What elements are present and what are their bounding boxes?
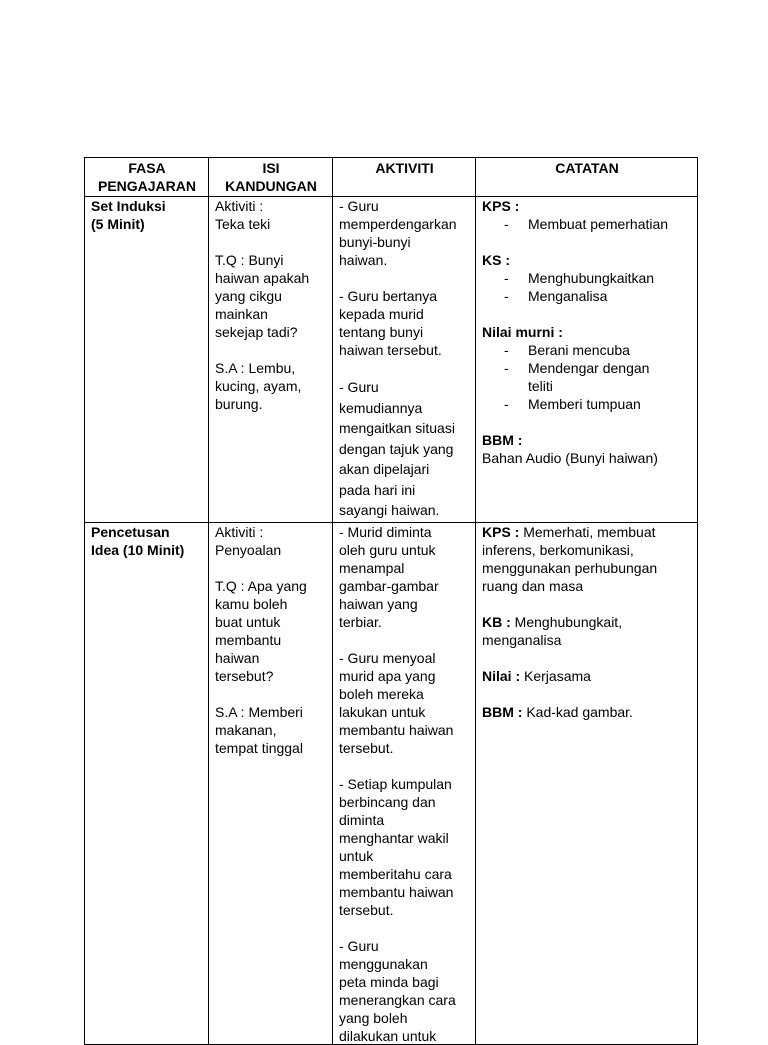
kps-list — [482, 215, 692, 233]
header-fasa — [85, 158, 209, 197]
kps-text: Memerhati, membuat inferens, berkomunikasi, menggunakan perhubungan ruang dan masa — [482, 523, 658, 594]
ks-list — [482, 269, 692, 305]
nilai-label: Nilai murni : — [482, 324, 563, 340]
list-item: - Berani mencuba — [482, 341, 692, 359]
kps-paragraph — [482, 523, 692, 595]
bbm-label: BBM : — [482, 432, 523, 448]
fasa-cell — [85, 522, 209, 1044]
bbm-label: BBM : — [482, 703, 523, 720]
kb-label: KB : — [482, 613, 511, 630]
fasa-text: Pencetusan Idea (10 Minit) — [91, 523, 185, 558]
header-catatan-text: CATATAN — [555, 160, 619, 176]
list-item: - Menganalisa — [482, 287, 692, 305]
isi-paragraph: T.Q : Bunyi haiwan apakah yang cikgu mainkan sekejap tadi? — [215, 252, 310, 340]
isi-paragraph: Aktiviti : Teka teki — [215, 198, 271, 232]
fasa-cell — [85, 197, 209, 523]
isi-paragraph: T.Q : Apa yang kamu boleh buat untuk membantu haiwan tersebut? — [215, 577, 307, 684]
list-item: - Membuat pemerhatian — [482, 215, 692, 233]
aktiviti-cell — [333, 522, 476, 1044]
aktiviti-paragraph: - Guru memperdengarkan bunyi-bunyi haiwan. — [339, 198, 457, 268]
aktiviti-paragraph: - Setiap kumpulan berbincang dan diminta menghantar wakil untuk memberitahu cara membantu haiwan tersebut. — [339, 775, 454, 918]
kps-label: KPS : — [482, 523, 520, 540]
table-row — [85, 197, 698, 523]
bbm-text: Bahan Audio (Bunyi haiwan) — [482, 450, 658, 466]
aktiviti-paragraph: - Guru bertanya kepada murid tentang bunyi haiwan tersebut. — [339, 288, 442, 358]
header-aktiviti — [333, 158, 476, 197]
list-item: - Mendengar dengan teliti — [482, 359, 692, 395]
list-item: - Memberi tumpuan — [482, 395, 692, 413]
nilai-text: Kerjasama — [520, 667, 591, 684]
nilai-list — [482, 341, 692, 413]
table-header-row — [85, 158, 698, 197]
header-isi-text: ISI KANDUNGAN — [225, 160, 317, 194]
nilai-label: Nilai : — [482, 667, 521, 684]
aktiviti-paragraph: - Guru kemudiannya mengaitkan situasi dengan tajuk yang akan dipelajari pada hari ini sayangi haiwan. — [339, 379, 455, 518]
header-aktiviti-text: AKTIVITI — [375, 160, 434, 176]
lesson-plan-table — [84, 157, 698, 1045]
header-catatan — [476, 158, 698, 197]
isi-cell — [209, 522, 333, 1044]
isi-paragraph: S.A : Memberi makanan, tempat tinggal — [215, 703, 303, 756]
isi-paragraph: Aktiviti : Penyoalan — [215, 523, 282, 558]
aktiviti-clip — [339, 523, 470, 1044]
header-isi — [209, 158, 333, 197]
ks-label: KS : — [482, 252, 510, 268]
nilai-paragraph — [482, 667, 692, 685]
aktiviti-paragraph: - Guru menyoal murid apa yang boleh mereka lakukan untuk membantu haiwan tersebut. — [339, 649, 454, 756]
list-item: - Menghubungkaitkan — [482, 269, 692, 287]
kps-label: KPS : — [482, 198, 520, 214]
header-fasa-text: FASA PENGAJARAN — [97, 160, 196, 194]
isi-paragraph: S.A : Lembu, kucing, ayam, burung. — [215, 360, 302, 412]
kb-paragraph — [482, 613, 692, 649]
bbm-text: Kad-kad gambar. — [522, 703, 633, 720]
aktiviti-paragraph: - Murid diminta oleh guru untuk menampal gambar-gambar haiwan yang terbiar. — [339, 523, 439, 630]
table-row — [85, 522, 698, 1044]
bbm-paragraph — [482, 703, 692, 721]
isi-cell — [209, 197, 333, 523]
catatan-cell — [476, 522, 698, 1044]
catatan-cell — [476, 197, 698, 523]
aktiviti-cell — [333, 197, 476, 523]
aktiviti-paragraph: - Guru menggunakan peta minda bagi menerangkan cara yang boleh dilakukan untuk — [339, 937, 456, 1044]
kb-text: Menghubungkait, menganalisa — [482, 613, 623, 648]
fasa-text: Set Induksi (5 Minit) — [91, 198, 166, 232]
